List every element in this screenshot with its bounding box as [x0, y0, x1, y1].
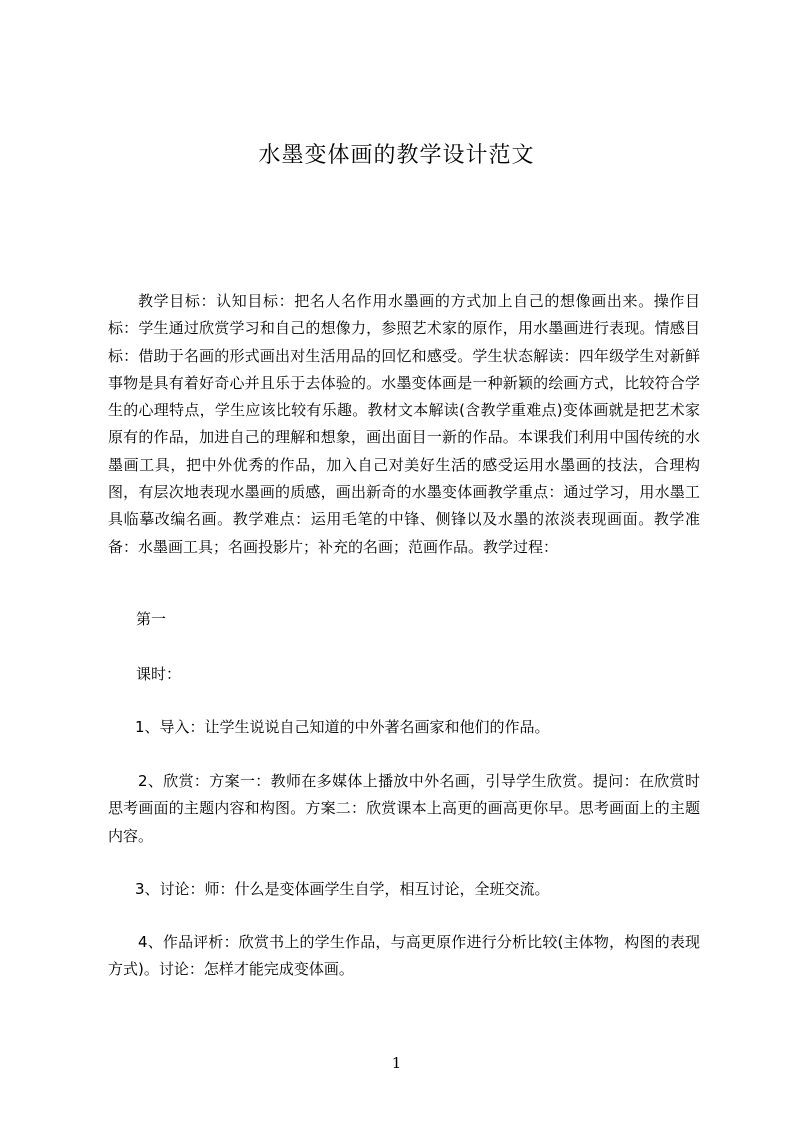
document-title: 水墨变体画的教学设计范文	[258, 143, 535, 168]
step-introduction: 1、导入：让学生说说自己知道的中外著名画家和他们的作品。	[135, 718, 550, 736]
step-appreciation: 2、欣赏：方案一：教师在多媒体上播放中外名画，引导学生欣赏。提问：在欣赏时思考画面的主题内容和构图。方案二：欣赏课本上高更的画高更你早。思考画面上的主题内容。	[108, 772, 700, 845]
section-heading-first: 第一	[136, 610, 167, 628]
section-heading-lesson: 课时：	[136, 665, 182, 683]
step-work-evaluation: 4、作品评析：欣赏书上的学生作品，与高更原作进行分析比较(主体物，构图的表现方式)。讨论：怎样才能完成变体画。	[108, 933, 700, 979]
step-discussion: 3、讨论：师：什么是变体画学生自学，相互讨论，全班交流。	[135, 880, 550, 898]
paragraph-teaching-objectives: 教学目标：认知目标：把名人名作用水墨画的方式加上自己的想像画出来。操作目标：学生通过欣赏学习和自己的想像力，参照艺术家的原作，用水墨画进行表现。情感目标：借助于名画的形式画出对生活用品的回忆和感受。学生状态解读：四年级学生对新鲜事物是具有着好奇心并且乐于去体验的。水墨变体画是一种新颖的绘画方式，比较符合学生的心理特点，学生应该比较有乐趣。教材文本解读(含教学重难点)变体画就是把艺术家原有的作品，加进自己的理解和想象，画出面目一新的作品。本课我们利用中国传统的水墨画工具，把中外优秀的作品，加入自己对美好生活的感受运用水墨画的技法，合理构图，有层次地表现水墨画的质感，画出新奇的水墨变体画教学重点：通过学习，用水墨工具临摹改编名画。教学难点：运用毛笔的中锋、侧锋以及水墨的浓淡表现画面。教学准备：水墨画工具；名画投影片；补充的名画；范画作品。教学过程：	[108, 292, 700, 556]
page-number: 1	[391, 1054, 402, 1072]
